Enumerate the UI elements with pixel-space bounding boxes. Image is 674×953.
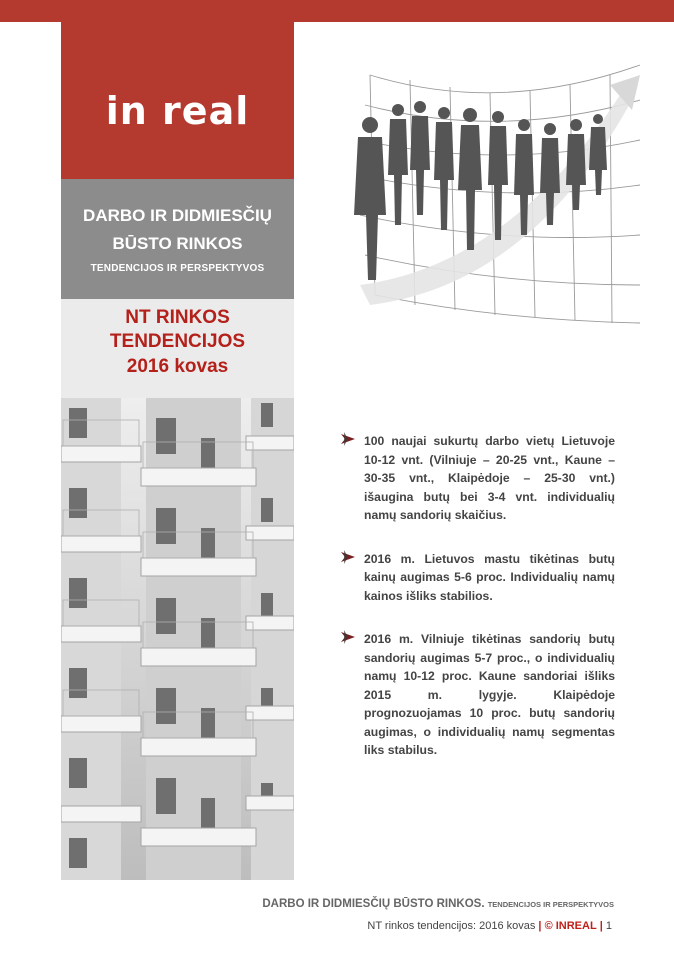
footer-page-info (367, 920, 612, 932)
bullet-text: 2016 m. Vilniuje tikėtinas sandorių butų sandorių augimas 5-7 proc., o individualių namų 10-12 proc. Kaune sandoriai išliks 2015 m. lygyje. Klaipėdoje prognozuojamas 10 proc. butų sandorių augimas, o individualių namų segmentas liks stabilus. (364, 632, 615, 757)
logo-panel (61, 22, 294, 179)
top-accent-bar (0, 0, 674, 22)
title-panel (61, 179, 294, 299)
footer-title-sub: TENDENCIJOS IR PERSPEKTYVOS (487, 900, 614, 909)
footer-doc-name: NT rinkos tendencijos: 2016 kovas (367, 920, 536, 932)
list-item (340, 550, 615, 606)
title-line-2: BŪSTO RINKOS (112, 234, 243, 253)
report-date: 2016 kovas (126, 356, 229, 377)
page-number: 1 (605, 920, 612, 932)
footer-separator: | (599, 920, 603, 932)
person-silhouette (354, 117, 386, 280)
business-people-image (340, 55, 640, 325)
bullet-text: 100 naujai sukurtų darbo vietų Lietuvoje 10-12 vnt. (Vilniuje – 20-25 vnt., Kaune – 30-35 vnt., Klaipėdoje – 25-30 vnt.) išaugina butų bei 3-4 vnt. individualių namų sandorių skaičius. (364, 434, 615, 522)
key-findings-list (340, 432, 615, 785)
arrow-bullet-icon (340, 550, 356, 564)
footer-title-main: DARBO IR DIDMIESČIŲ BŪSTO RINKOS. (262, 898, 485, 910)
report-title-line-1: NT RINKOS (125, 307, 230, 328)
report-title-line-2: TENDENCIJOS (109, 331, 246, 352)
report-panel (61, 299, 294, 398)
inreal-logo: in real (105, 89, 250, 133)
arrow-bullet-icon (340, 432, 356, 446)
apartment-building-image (61, 398, 294, 880)
title-line-1: DARBO IR DIDMIESČIŲ (83, 206, 272, 225)
list-item (340, 432, 615, 525)
footer-separator: | (538, 920, 542, 932)
list-item (340, 630, 615, 760)
title-subtitle: TENDENCIJOS IR PERSPEKTYVOS (90, 263, 265, 274)
footer-brand: © INREAL (544, 920, 597, 932)
footer-title (262, 898, 614, 910)
arrow-bullet-icon (340, 630, 356, 644)
bullet-text: 2016 m. Lietuvos mastu tikėtinas butų kainų augimas 5-6 proc. Individualių namų kainos išliks stabilios. (364, 551, 615, 603)
